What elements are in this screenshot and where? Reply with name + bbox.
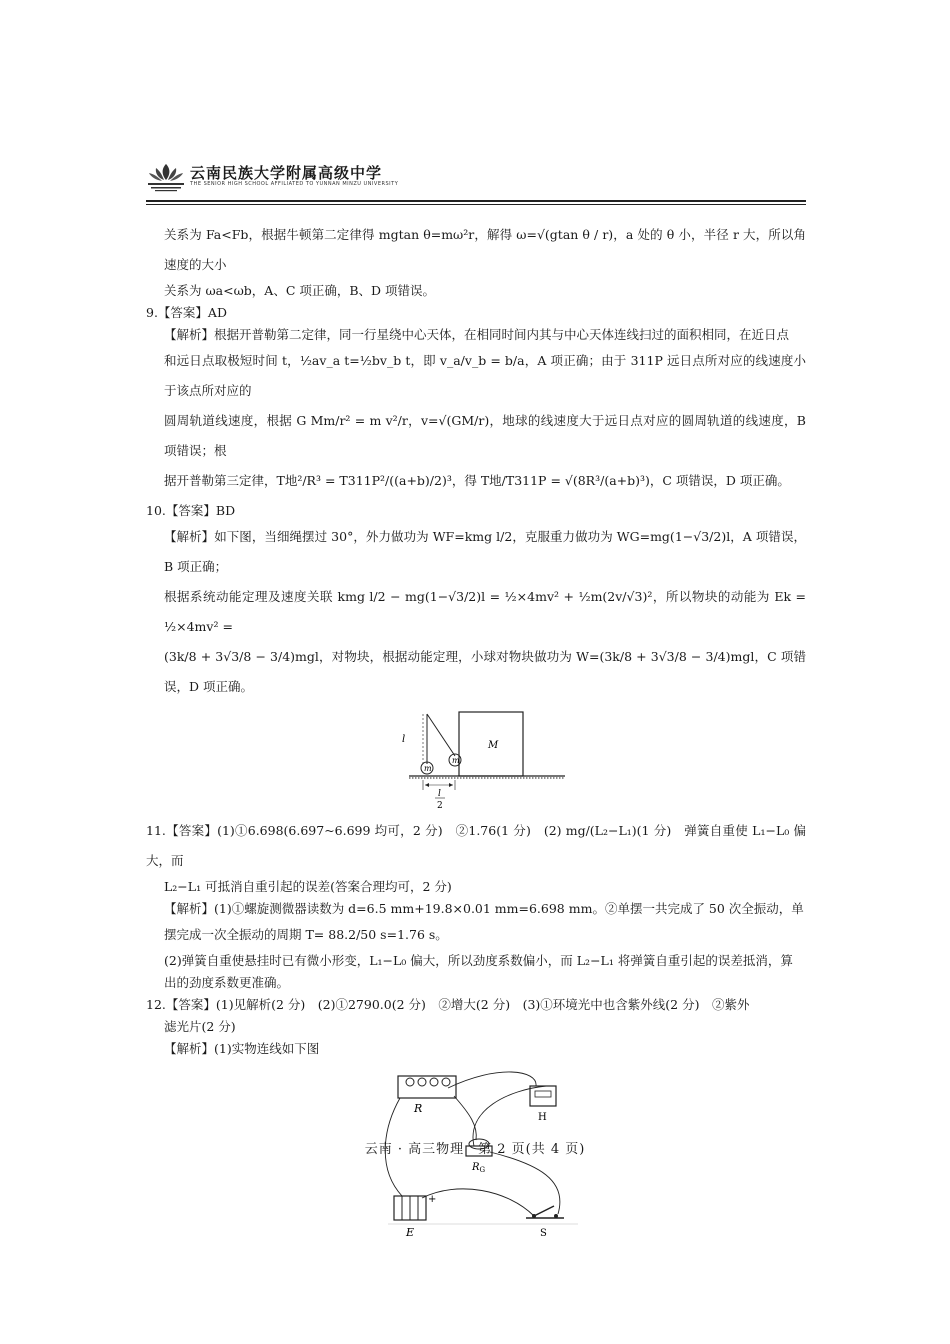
fig-label-RG: $R_G$ <box>472 1162 486 1174</box>
page-header <box>146 156 806 200</box>
resistance-box-icon <box>398 1076 456 1098</box>
fig-label-half-l: l <box>438 789 441 799</box>
q11-answer-2: L₂−L₁ 可抵消自重引起的误差(答案合理均可，2 分) <box>164 879 452 894</box>
q10-analysis-1: 【解析】如下图，当细绳摆过 30°，外力做功为 WF=kmg l/2，克服重力做功为 WG=mg(1−√3/2)l，A 项错误，B 项正确； <box>164 529 806 574</box>
q11-analysis-4: 出的劲度系数更准确。 <box>164 975 290 990</box>
q10-analysis-2: 根据系统动能定理及速度关联 kmg l/2 − mg(1−√3/2)l = ½×4mv² + ½m(2v/√3)²，所以物块的动能为 Ek = ½×4mv² = <box>164 589 806 634</box>
q9-analysis-2: 和远日点取极短时间 t，½av_a t=½bv_b t，即 v_a/v_b = b/a，A 项正确；由于 311P 远日点所对应的线速度小于该点所对应的 <box>164 353 806 398</box>
q10-analysis-3: (3k/8 + 3√3/8 − 3/4)mgl，对物块，根据动能定理，小球对物块做功为 W=(3k/8 + 3√3/8 − 3/4)mgl，C 项错误，D 项正确。 <box>164 649 806 694</box>
q9-analysis-4: 据开普勒第三定律，T地²/R³ = T311P²/((a+b)/2)³，得 T地/T311P = √(8R³/(a+b)³)，C 项错误，D 项正确。 <box>164 473 790 488</box>
fig-label-l: l <box>402 734 406 745</box>
q8-line-2: 关系为 ωa<ωb，A、C 项正确，B、D 项错误。 <box>164 283 436 298</box>
fig-label-m1: m <box>424 764 432 773</box>
q11-analysis-3: (2)弹簧自重使悬挂时已有微小形变，L₁−L₀ 偏大，所以劲度系数偏小，而 L₂−L₁ 将弹簧自重引起的误差抵消，算 <box>164 953 793 968</box>
meter-H-icon <box>530 1086 556 1106</box>
fig-label-R: R <box>414 1102 423 1115</box>
q9-answer: 9.【答案】AD <box>146 305 227 320</box>
q12-answer-1: 12.【答案】(1)见解析(2 分) (2)①2790.0(2 分) ②增大(2 分) (3)①环境光中也含紫外线(2 分) ②紫外 <box>146 997 750 1012</box>
school-name: 云南民族大学附属高级中学 <box>190 164 383 182</box>
fig-label-S: S <box>540 1228 547 1239</box>
q9-analysis-3: 圆周轨道线速度，根据 G Mm/r² = m v²/r，v=√(GM/r)，地球的线速度大于远日点对应的圆周轨道的线速度，B 项错误；根 <box>164 413 806 458</box>
circuit-wiring-figure <box>378 1070 578 1250</box>
fig-label-E: E <box>406 1226 415 1239</box>
header-rule-thick <box>146 200 806 202</box>
q11-analysis-1: 【解析】(1)①螺旋测微器读数为 d=6.5 mm+19.8×0.01 mm=6.698 mm。②单摆一共完成了 50 次全振动，单 <box>164 901 804 916</box>
q12-answer-2: 滤光片(2 分) <box>164 1019 236 1034</box>
school-logo-icon <box>146 158 186 192</box>
page-content <box>146 220 806 1250</box>
q12-analysis-1: 【解析】(1)实物连线如下图 <box>164 1041 320 1056</box>
pendulum-block-figure <box>389 708 569 812</box>
header-rule-thin <box>146 204 806 205</box>
fig-label-M: M <box>488 740 499 751</box>
page-footer: 云南 · 高三物理 第 2 页(共 4 页) <box>364 1142 586 1157</box>
fig-label-m2: m <box>452 756 460 765</box>
q11-answer-1: 11.【答案】(1)①6.698(6.697~6.699 均可，2 分) ②1.76(1 分) (2) mg/(L₂−L₁)(1 分) 弹簧自重使 L₁−L₀ 偏大，而 <box>146 823 806 868</box>
fig-label-H: H <box>538 1112 547 1123</box>
q8-line-1: 关系为 Fa<Fb，根据牛顿第二定律得 mgtan θ=mω²r，解得 ω=√(gtan θ / r)，a 处的 θ 小，半径 r 大，所以角速度的大小 <box>164 227 806 272</box>
fig-label-plus: + <box>428 1194 437 1205</box>
q10-answer: 10.【答案】BD <box>146 503 236 518</box>
q11-analysis-2: 摆完成一次全振动的周期 T= 88.2/50 s=1.76 s。 <box>164 927 448 942</box>
school-name-en: THE SENIOR HIGH SCHOOL AFFILIATED TO YUNNAN MINZU UNIVERSITY <box>190 181 399 187</box>
fig-label-two: 2 <box>437 801 443 811</box>
battery-E-icon <box>394 1196 426 1220</box>
q9-analysis-1: 【解析】根据开普勒第二定律，同一行星绕中心天体，在相同时间内其与中心天体连线扫过的面积相同，在近日点 <box>164 327 790 342</box>
